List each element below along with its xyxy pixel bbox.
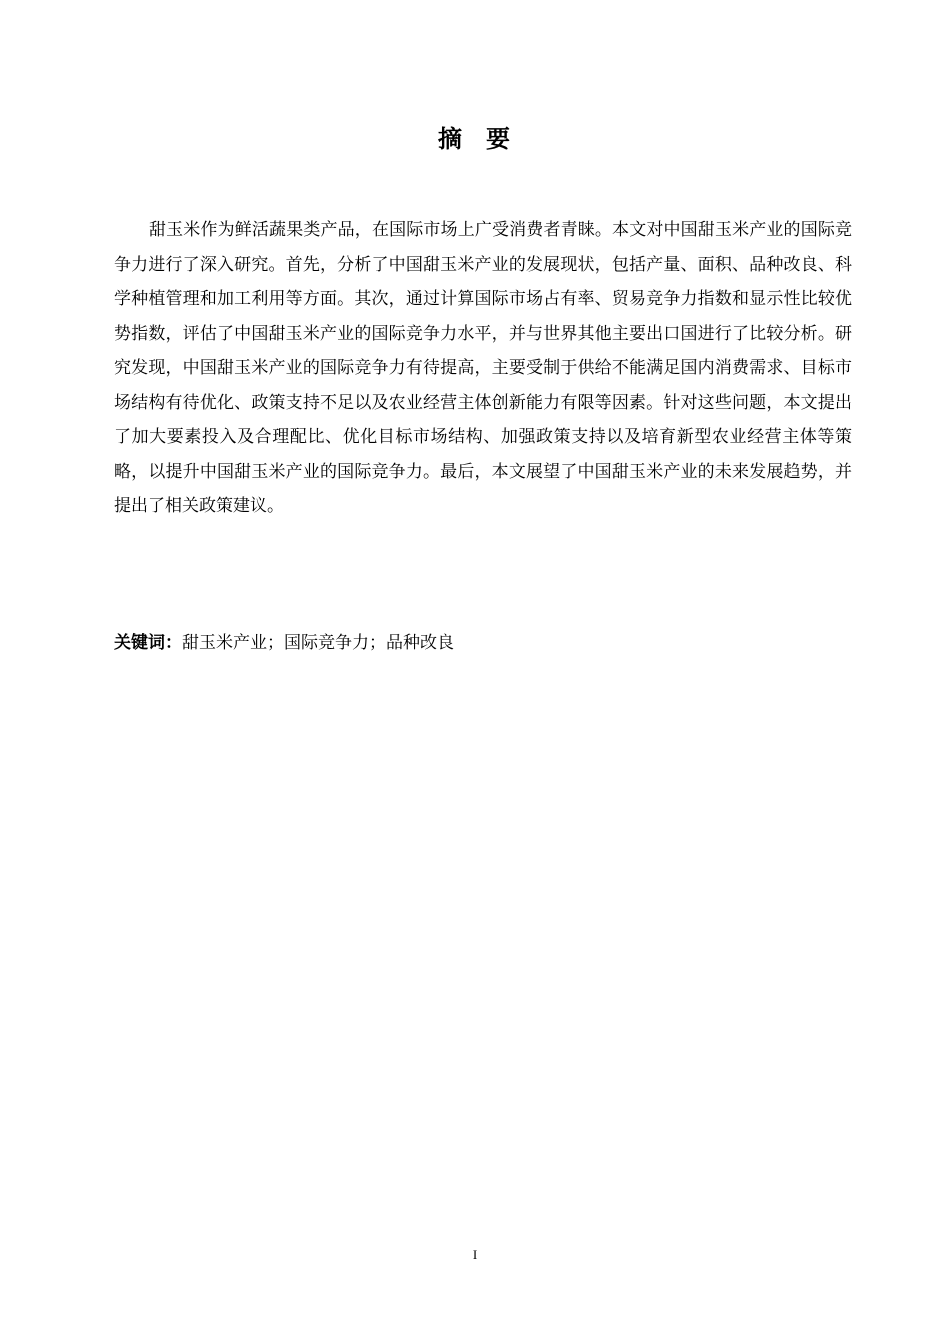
page-number: I [472, 1247, 478, 1262]
abstract-body: 甜玉米作为鲜活蔬果类产品，在国际市场上广受消费者青睐。本文对中国甜玉米产业的国际竞争力进行了深入研究。首先，分析了中国甜玉米产业的发展现状，包括产量、面积、品种改良、科学种植管理和加工利用等方面。其次，通过计算国际市场占有率、贸易竞争力指数和显示性比较优势指数，评估了中国甜玉米产业的国际竞争力水平，并与世界其他主要出口国进行了比较分析。研究发现，中国甜玉米产业的国际竞争力有待提高，主要受制于供给不能满足国内消费需求、目标市场结构有待优化、政策支持不足以及农业经营主体创新能力有限等因素。针对这些问题，本文提出了加大要素投入及合理配比、优化目标市场结构、加强政策支持以及培育新型农业经营主体等策略，以提升中国甜玉米产业的国际竞争力。最后，本文展望了中国甜玉米产业的未来发展趋势，并提出了相关政策建议。 [114, 220, 852, 516]
keywords-line [114, 626, 852, 660]
keywords-text: 甜玉米产业；国际竞争力；品种改良 [182, 633, 454, 653]
title-char-2: 要 [486, 125, 512, 153]
title-char-1: 摘 [438, 125, 464, 153]
keywords-label: 关键词： [114, 633, 182, 653]
abstract-title [0, 124, 950, 154]
